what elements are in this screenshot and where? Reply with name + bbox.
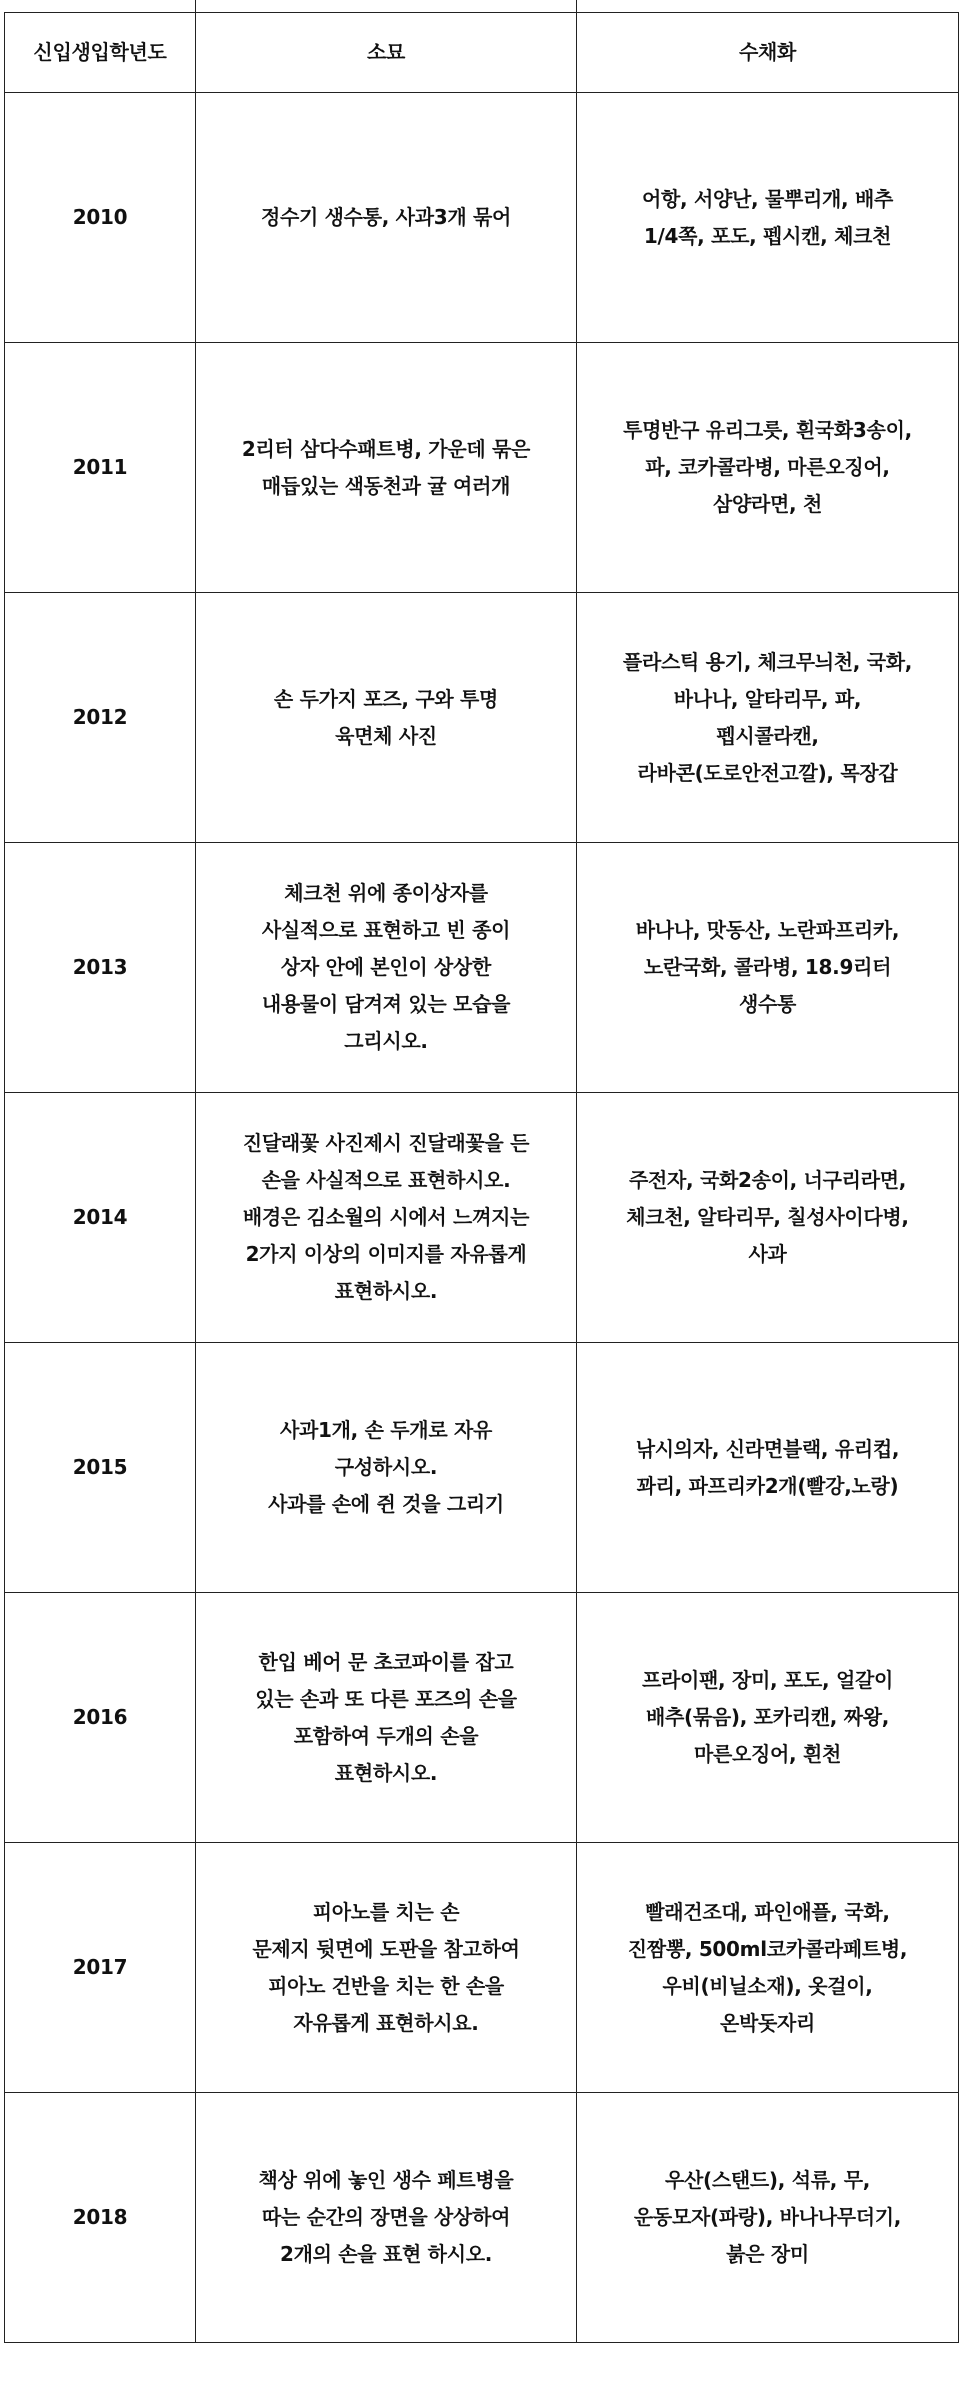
cell-drawing-subject: 책상 위에 놓인 생수 페트병을 따는 순간의 장면을 상상하여 2개의 손을 표현 하시오. [196,2093,577,2343]
cell-watercolor-materials: 빨래건조대, 파인애플, 국화, 진짬뽕, 500ml코카콜라페트병, 우비(비닐소재), 옷걸이, 온박돗자리 [577,1843,959,2093]
header-watercolor: 수채화 [577,13,959,93]
cell-year: 2012 [5,593,196,843]
cell-drawing-subject: 손 두가지 포즈, 구와 투명 육면체 사진 [196,593,577,843]
table-row [5,593,959,843]
table-row [5,1343,959,1593]
cell-drawing-subject: 체크천 위에 종이상자를 사실적으로 표현하고 빈 종이 상자 안에 본인이 상상한 내용물이 담겨져 있는 모습을 그리시오. [196,843,577,1093]
exam-subjects-table [4,12,959,2343]
cell-drawing-subject: 2리터 삼다수패트병, 가운데 묶은 매듭있는 색동천과 귤 여러개 [196,343,577,593]
cell-watercolor-materials: 주전자, 국화2송이, 너구리라면, 체크천, 알타리무, 칠성사이다병, 사과 [577,1093,959,1343]
cell-drawing-subject: 진달래꽃 사진제시 진달래꽃을 든 손을 사실적으로 표현하시오. 배경은 김소월의 시에서 느껴지는 2가지 이상의 이미지를 자유롭게 표현하시오. [196,1093,577,1343]
cell-drawing-subject: 한입 베어 문 초코파이를 잡고 있는 손과 또 다른 포즈의 손을 포함하여 두개의 손을 표현하시오. [196,1593,577,1843]
cell-watercolor-materials: 프라이팬, 장미, 포도, 얼갈이 배추(묶음), 포카리캔, 짜왕, 마른오징어, 흰천 [577,1593,959,1843]
cell-year: 2016 [5,1593,196,1843]
cell-drawing-subject: 피아노를 치는 손 문제지 뒷면에 도판을 참고하여 피아노 건반을 치는 한 손을 자유롭게 표현하시요. [196,1843,577,2093]
cell-watercolor-materials: 어항, 서양난, 물뿌리개, 배추 1/4쪽, 포도, 펩시캔, 체크천 [577,93,959,343]
cell-year: 2015 [5,1343,196,1593]
table-row [5,1843,959,2093]
cell-year: 2013 [5,843,196,1093]
cell-watercolor-materials: 낚시의자, 신라면블랙, 유리컵, 꽈리, 파프리카2개(빨강,노랑) [577,1343,959,1593]
header-drawing: 소묘 [196,13,577,93]
cell-watercolor-materials: 우산(스탠드), 석류, 무, 운동모자(파랑), 바나나무더기, 붉은 장미 [577,2093,959,2343]
cell-watercolor-materials: 투명반구 유리그릇, 흰국화3송이, 파, 코카콜라병, 마른오징어, 삼양라면, 천 [577,343,959,593]
cell-year: 2011 [5,343,196,593]
cell-year: 2018 [5,2093,196,2343]
cell-drawing-subject: 사과1개, 손 두개로 자유 구성하시오. 사과를 손에 쥔 것을 그리기 [196,1343,577,1593]
table-row [5,1093,959,1343]
cell-watercolor-materials: 바나나, 맛동산, 노란파프리카, 노란국화, 콜라병, 18.9리터 생수통 [577,843,959,1093]
table-header-row [5,13,959,93]
table-row [5,343,959,593]
header-entrance-year: 신입생입학년도 [5,13,196,93]
column-divider-tick [576,0,577,12]
column-divider-tick [195,0,196,12]
table-top-edge [0,0,966,12]
table-row [5,1593,959,1843]
table-row [5,93,959,343]
cell-watercolor-materials: 플라스틱 용기, 체크무늬천, 국화, 바나나, 알타리무, 파, 펩시콜라캔, 라바콘(도로안전고깔), 목장갑 [577,593,959,843]
table-row [5,2093,959,2343]
cell-year: 2010 [5,93,196,343]
cell-year: 2014 [5,1093,196,1343]
cell-year: 2017 [5,1843,196,2093]
table-row [5,843,959,1093]
cell-drawing-subject: 정수기 생수통, 사과3개 묶어 [196,93,577,343]
